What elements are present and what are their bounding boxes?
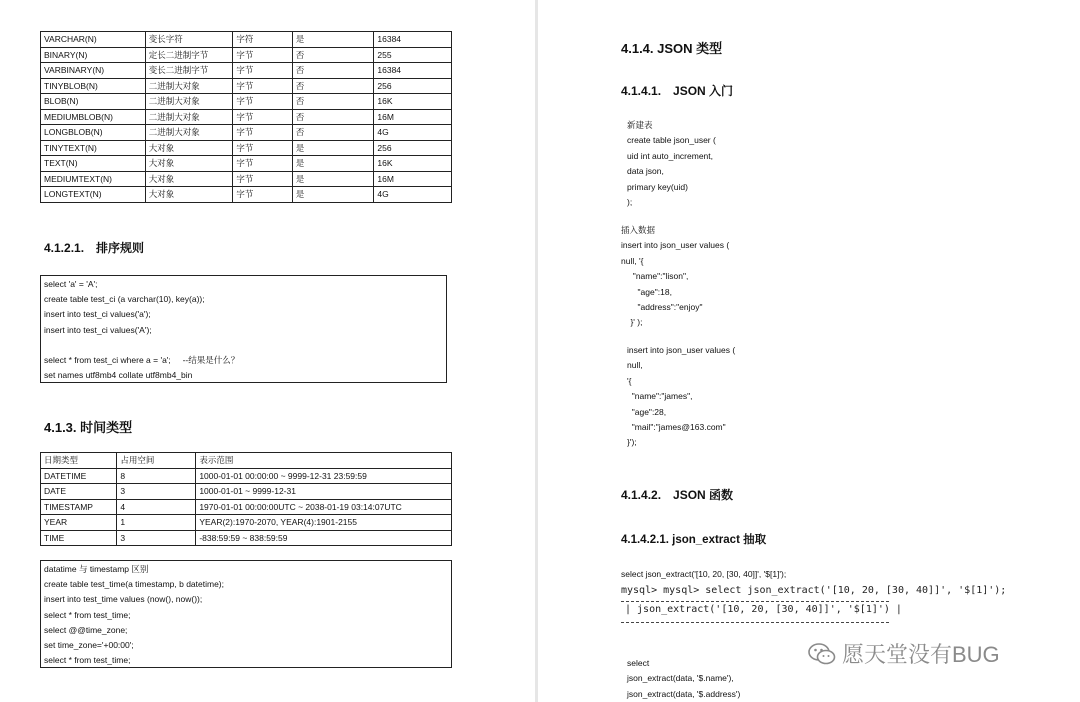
table-cell: -838:59:59 ~ 838:59:59 — [196, 530, 452, 546]
table-cell: 是 — [292, 32, 374, 48]
table-cell: VARBINARY(N) — [41, 63, 146, 79]
table-cell: 字节 — [233, 47, 292, 63]
code-sort-rules: select 'a' = 'A'; create table test_ci (a varchar(10), key(a)); insert into test_ci values('a'); insert into test_ci values('A'); select * from test_ci where a = 'a'; --结果是什么？ set names utf8mb4 collate utf8mb4_bin — [40, 275, 447, 383]
code-time-diff: datatime 与 timestamp 区别 create table test_time(a timestamp, b datetime); insert into test_time values (now(), now()); select * from test_time; select @@time_zone; set time_zone='+00:00'; select * from test_time; — [40, 560, 452, 668]
table-cell: DATE — [41, 484, 117, 500]
table-cell: 3 — [117, 530, 196, 546]
right-page — [538, 0, 1080, 702]
table-cell: 4 — [117, 499, 196, 515]
table-row — [41, 530, 452, 546]
heading-json-func: 4.1.4.2. JSON 函数 — [621, 488, 734, 502]
table-cell: DATETIME — [41, 468, 117, 484]
table-row — [41, 453, 452, 469]
table-cell: TINYTEXT(N) — [41, 140, 146, 156]
time-types-table — [40, 452, 452, 546]
table-cell: 否 — [292, 109, 374, 125]
table-cell: TEXT(N) — [41, 156, 146, 172]
table-cell: 否 — [292, 47, 374, 63]
heading-sort-rules: 4.1.2.1. 排序规则 — [44, 241, 145, 255]
table-row — [41, 125, 452, 141]
table-cell: 16K — [374, 156, 452, 172]
table-cell: YEAR(2):1970-2070, YEAR(4):1901-2155 — [196, 515, 452, 531]
table-cell: 255 — [374, 47, 452, 63]
wechat-icon — [808, 642, 836, 666]
heading-time-types: 4.1.3. 时间类型 — [44, 420, 133, 435]
table-cell: 字节 — [233, 78, 292, 94]
table-cell: 字节 — [233, 140, 292, 156]
table-cell: 大对象 — [145, 156, 233, 172]
table-cell: 二进制大对象 — [145, 109, 233, 125]
table-cell: 字节 — [233, 109, 292, 125]
table-row — [41, 499, 452, 515]
table-cell: 16384 — [374, 32, 452, 48]
heading-json-extract: 4.1.4.2.1. json_extract 抽取 — [621, 534, 767, 546]
table-cell: BINARY(N) — [41, 47, 146, 63]
table-row — [41, 32, 452, 48]
table-cell: 占用空间 — [117, 453, 196, 469]
table-cell: 二进制大对象 — [145, 94, 233, 110]
table-cell: 16M — [374, 171, 452, 187]
table-row — [41, 468, 452, 484]
table-cell: LONGBLOB(N) — [41, 125, 146, 141]
table-row — [41, 171, 452, 187]
table-row — [41, 484, 452, 500]
table-row — [41, 187, 452, 203]
table-cell: 8 — [117, 468, 196, 484]
table-cell: 变长二进制字节 — [145, 63, 233, 79]
table-cell: 是 — [292, 187, 374, 203]
table-cell: 否 — [292, 94, 374, 110]
mysql-prompt-line: mysql> mysql> select json_extract('[10, 20, [30, 40]]', '$[1]'); — [621, 585, 1007, 596]
table-row — [41, 63, 452, 79]
table-cell: 256 — [374, 140, 452, 156]
table-cell: 大对象 — [145, 140, 233, 156]
code-insert-1: 插入数据 insert into json_user values ( null, '{ "name":"lison", "age":18, "address":"enjoy" }' ); — [621, 225, 730, 328]
table-cell: 是 — [292, 140, 374, 156]
table-cell: 字节 — [233, 187, 292, 203]
table-cell: 是 — [292, 171, 374, 187]
code-create-table: 新建表 create table json_user ( uid int auto_increment, data json, primary key(uid) ); — [627, 120, 716, 208]
table-cell: 定长二进制字节 — [145, 47, 233, 63]
table-cell: 否 — [292, 125, 374, 141]
table-cell: 1970-01-01 00:00:00UTC ~ 2038-01-19 03:14:07UTC — [196, 499, 452, 515]
table-cell: 二进制大对象 — [145, 78, 233, 94]
string-types-table — [40, 31, 452, 203]
table-cell: 字节 — [233, 171, 292, 187]
table-cell: LONGTEXT(N) — [41, 187, 146, 203]
table-cell: 1000-01-01 ~ 9999-12-31 — [196, 484, 452, 500]
table-cell: 16K — [374, 94, 452, 110]
table-row — [41, 78, 452, 94]
code-select-extract: select json_extract(data, '$.name'), json_extract(data, '$.address') — [627, 658, 741, 699]
table-cell: 字节 — [233, 63, 292, 79]
table-cell: MEDIUMBLOB(N) — [41, 109, 146, 125]
table-cell: 1 — [117, 515, 196, 531]
table-cell: 二进制大对象 — [145, 125, 233, 141]
table-cell: 字节 — [233, 156, 292, 172]
table-cell: TIME — [41, 530, 117, 546]
table-row — [41, 140, 452, 156]
table-row — [41, 47, 452, 63]
code-extract: select json_extract('[10, 20, [30, 40]]', '$[1]'); — [621, 569, 787, 579]
table-cell: TIMESTAMP — [41, 499, 117, 515]
table-cell: 4G — [374, 125, 452, 141]
table-cell: 日期类型 — [41, 453, 117, 469]
table-row — [41, 515, 452, 531]
code-insert-2: insert into json_user values ( null, '{ "name":"james", "age":28, "mail":"james@163.com" }'); — [627, 345, 736, 448]
heading-json-type: 4.1.4. JSON 类型 — [621, 41, 723, 56]
table-cell: 字节 — [233, 125, 292, 141]
table-cell: 256 — [374, 78, 452, 94]
table-row — [41, 109, 452, 125]
left-page — [0, 0, 535, 702]
table-cell: 否 — [292, 63, 374, 79]
watermark — [808, 638, 1000, 669]
result-header: | json_extract('[10, 20, [30, 40]]', '$[1]') | — [621, 601, 889, 623]
table-cell: 表示范围 — [196, 453, 452, 469]
table-row — [41, 156, 452, 172]
table-cell: 变长字符 — [145, 32, 233, 48]
table-cell: 字符 — [233, 32, 292, 48]
table-cell: MEDIUMTEXT(N) — [41, 171, 146, 187]
table-cell: 字节 — [233, 94, 292, 110]
watermark-text: 愿天堂没有BUG — [842, 642, 1000, 667]
table-cell: 是 — [292, 156, 374, 172]
table-cell: 4G — [374, 187, 452, 203]
table-cell: VARCHAR(N) — [41, 32, 146, 48]
table-cell: 16M — [374, 109, 452, 125]
table-row — [41, 94, 452, 110]
table-cell: 16384 — [374, 63, 452, 79]
heading-json-intro: 4.1.4.1. JSON 入门 — [621, 84, 734, 98]
table-cell: TINYBLOB(N) — [41, 78, 146, 94]
table-cell: 大对象 — [145, 187, 233, 203]
table-cell: 3 — [117, 484, 196, 500]
table-cell: 1000-01-01 00:00:00 ~ 9999-12-31 23:59:59 — [196, 468, 452, 484]
table-cell: BLOB(N) — [41, 94, 146, 110]
table-cell: 大对象 — [145, 171, 233, 187]
table-cell: YEAR — [41, 515, 117, 531]
table-cell: 否 — [292, 78, 374, 94]
